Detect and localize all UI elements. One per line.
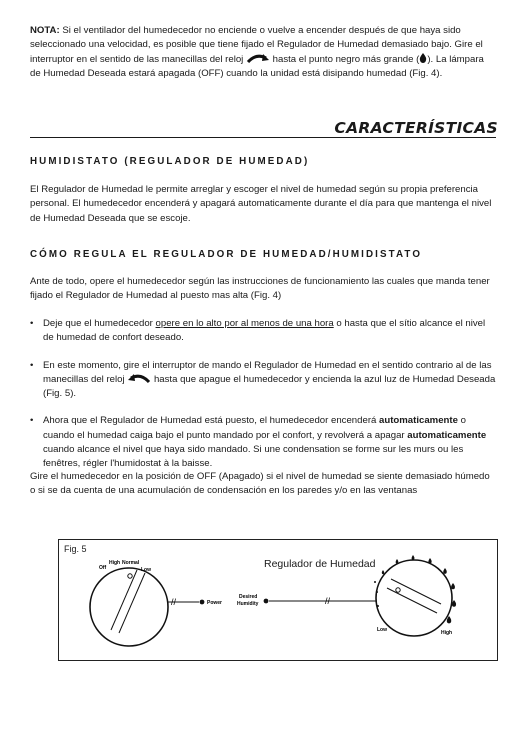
figure-5	[58, 539, 498, 661]
bullet3-text-a: Ahora que el Regulador de Humedad está puesto, el humedecedor encenderá	[43, 415, 380, 427]
knob-2-high-label: High	[441, 630, 453, 636]
bullet1-underlined: opere en lo alto por al menos de una hora	[155, 318, 334, 329]
knob-1-break: //	[171, 597, 177, 607]
knob-2-break: //	[325, 596, 331, 606]
instruction-list	[30, 317, 496, 485]
knob-2-low-label: Low	[377, 627, 387, 633]
bullet2-text-b: hasta que apague el humedecedor y encienda la azul luz de Humedad Deseada (Fig. 5).	[43, 373, 496, 400]
bullet2-text-a: En este momento, gire el interruptor de mando el Regulador de Humedad en el sentido contrario al de las manecillas del reloj	[43, 359, 492, 385]
bullet-marker: •	[30, 318, 34, 329]
section-rule	[30, 137, 496, 138]
nota-label: NOTA:	[30, 25, 60, 36]
list-item	[30, 414, 496, 471]
como-intro: Ante de todo, opere el humedecedor según las instrucciones de funcionamiento las cuales que manda tener fijado el Regulador de Humedad al puesto mas alta (Fig. 4)	[30, 276, 490, 302]
bullet3-bold-1: automaticamente	[379, 415, 458, 427]
knob-2-dial	[376, 560, 452, 636]
figure-label: Fig. 5	[64, 544, 87, 554]
nota-text-2: hasta el punto negro más grande (	[272, 53, 420, 65]
bullet1-text-a: Deje que el humedecedor	[43, 318, 156, 329]
bullet3-text-d: cuando alcance el nivel que haya sido mandado. Si une condensation se forme sur les murs ou les fenêtres, régler l'humidostat à la baisse.	[43, 444, 464, 470]
list-item	[30, 359, 496, 402]
figure-title: Regulador de Humedad	[264, 558, 376, 570]
knob-1-pointer	[128, 574, 132, 578]
clockwise-arrow-icon	[246, 53, 270, 64]
humidistat-heading: HUMIDISTATO (REGULADOR DE HUMEDAD)	[30, 156, 310, 167]
desired-humidity-dot	[264, 599, 269, 604]
list-item	[30, 317, 496, 346]
bullet-marker: •	[30, 415, 34, 427]
knob-1-off-label: Off	[99, 565, 107, 571]
humidistat-body: El Regulador de Humedad le permite arreglar y escoger el nivel de humedad según su propia preferencia personal. El humedecedor encenderá y apagará automaticamente durante el día para que mantenga el nivel de Humedad Deseada que se escoje.	[30, 184, 492, 224]
section-title: CARACTERÍSTICAS	[334, 119, 498, 137]
closing-paragraph: Gire el humedecedor en la posición de OFF (Apagado) si el nivel de humedad se siente demasiado húmedo o si se da cuenta de una acumulación de condensación en los paredes y/o en las ventanas	[30, 471, 490, 497]
knob-1-low-label: Low	[141, 567, 151, 573]
knob-1-power-label: Power	[207, 600, 223, 606]
humidistat-diagram	[59, 540, 497, 660]
counterclockwise-arrow-icon	[127, 373, 151, 384]
knob-2-desired-label-1: Desired	[239, 594, 258, 600]
nota-text-3: ). La lámpara de Humedad Deseada estará apagada (OFF) cuando la unidad está disipando humedad (Fig. 4).	[30, 53, 484, 79]
nota-paragraph	[30, 24, 494, 81]
bullet-marker: •	[30, 359, 34, 371]
knob-1-normal-label: Normal	[122, 560, 140, 566]
knob-1-high-label: High	[109, 560, 121, 566]
knob-2-pointer	[396, 588, 400, 592]
knob-1-dial	[90, 568, 168, 646]
knob-2	[237, 555, 456, 636]
bullet3-bold-2: automaticamente	[407, 429, 487, 441]
nota-text-1: Si el ventilador del humedecedor no enciende o vuelve a encender después de que haya sido seleccionado una velocidad, es posible que tiene fijado el Regulador de Humedad demasiado bajo. Gire el interruptor en el sentido de las manecillas del reloj	[30, 25, 483, 65]
bullet3-text-c: o cuando el humedad caiga bajo el punto mandado por el confort, y revolverá a apagar	[43, 415, 466, 441]
bullet1-text-b: o hasta que el sítio alcance el nivel de humedad de confort deseado.	[43, 318, 486, 344]
power-dot	[200, 600, 205, 605]
como-heading: CÓMO REGULA EL REGULADOR DE HUMEDAD/HUMIDISTATO	[30, 249, 423, 260]
knob-1	[90, 560, 222, 646]
knob-2-desired-label-2: Humidity	[237, 601, 259, 607]
